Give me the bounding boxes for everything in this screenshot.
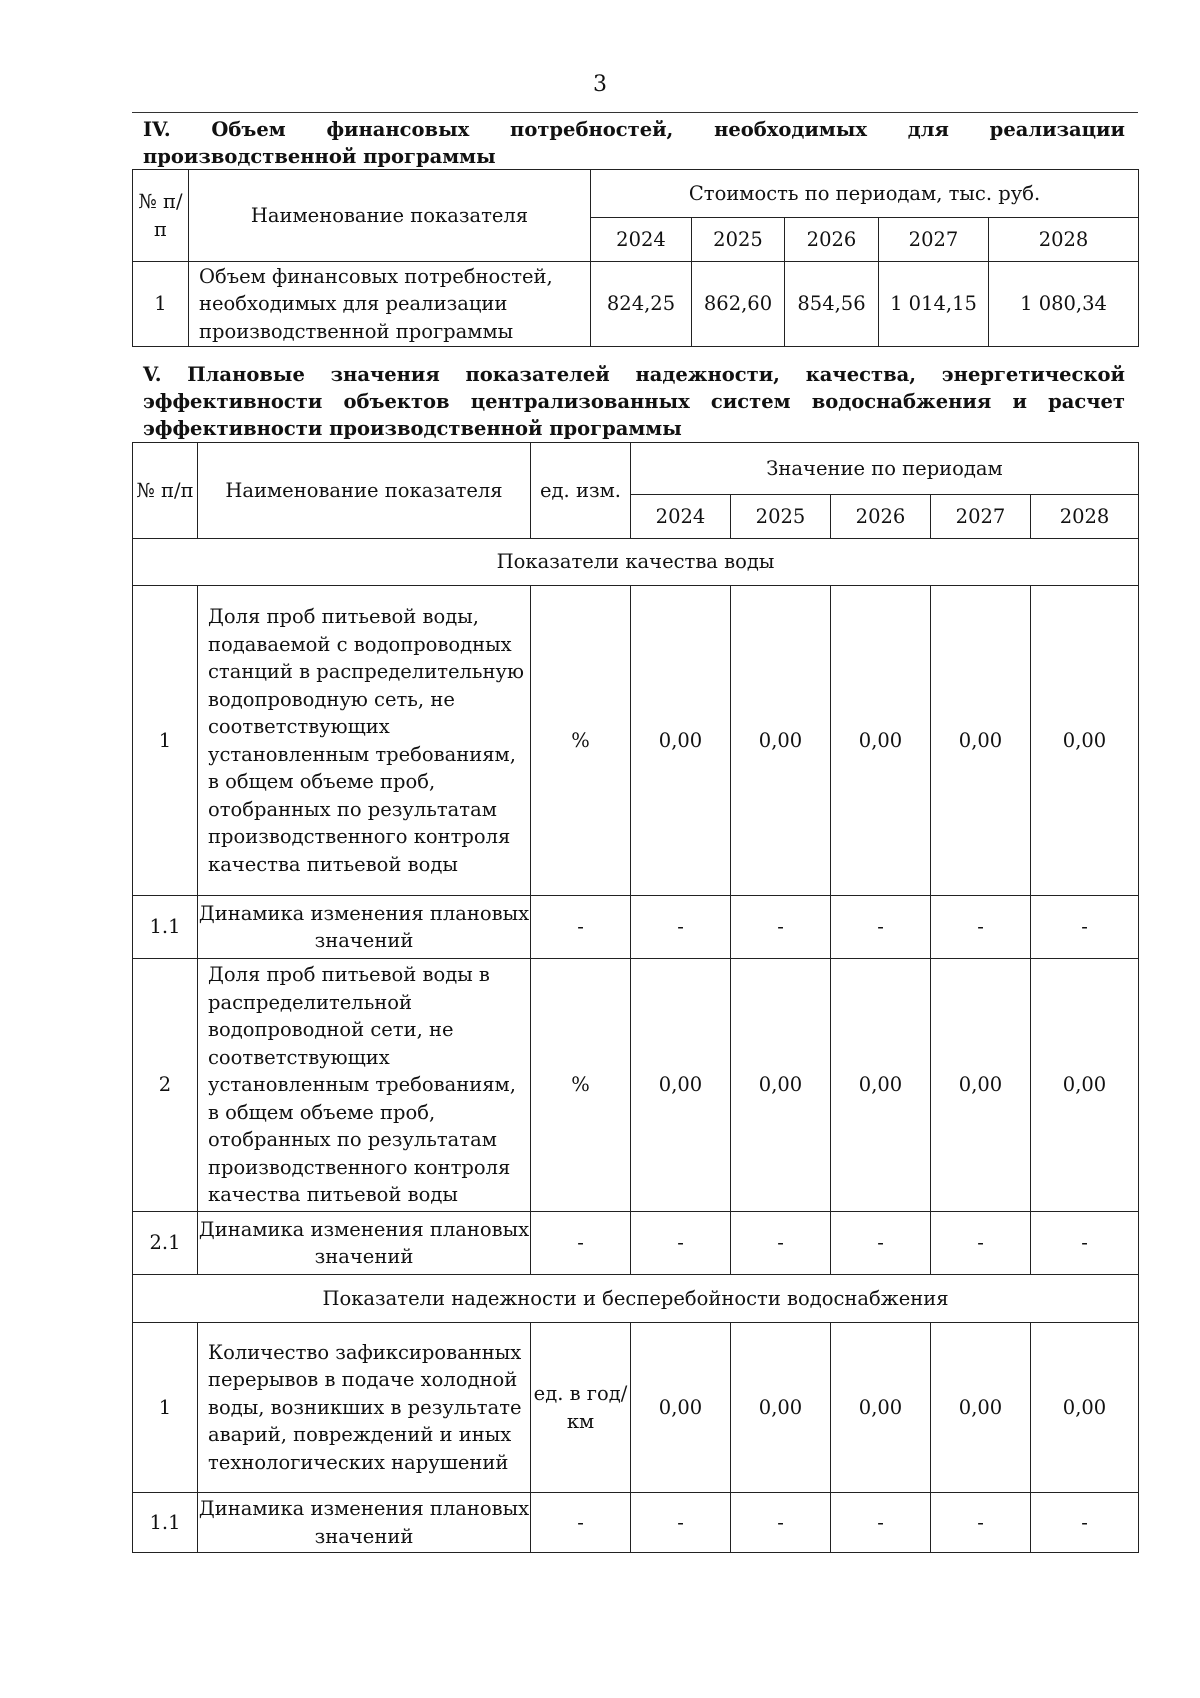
value-2024: 0,00 [631,959,731,1212]
row-name: Динамика изменения плановых значений [198,896,531,959]
value-2025: 862,60 [692,262,785,347]
header-unit: ед. изм. [531,443,631,539]
row-unit: - [531,1493,631,1553]
value-2026: 854,56 [785,262,879,347]
value-2024: 0,00 [631,1323,731,1493]
row-name: Доля проб питьевой воды в распределительной водопроводной сети, не соответствующих установленным требованиям, в общем объеме проб, отобранных по результатам производственного контроля качества питьевой воды [198,959,531,1212]
header-num: № п/п [133,170,189,262]
row-unit: - [531,896,631,959]
table-row [133,1323,1139,1493]
header-rule [132,112,1138,113]
year-2025: 2025 [692,218,785,262]
row-num: 1.1 [133,1493,198,1553]
value-2026: 0,00 [831,586,931,896]
value-2027: 0,00 [931,1323,1031,1493]
row-name: Динамика изменения плановых значений [198,1493,531,1553]
header-cost-periods: Стоимость по периодам, тыс. руб. [591,170,1139,218]
row-num: 1 [133,262,189,347]
row-num: 1 [133,586,198,896]
value-2028: - [1031,1493,1139,1553]
section-4-title: IV. Объем финансовых потребностей, необходимых для реализации производственной программы [143,118,1125,168]
value-2025: - [731,1493,831,1553]
row-num: 1.1 [133,896,198,959]
value-2026: 0,00 [831,1323,931,1493]
value-2026: - [831,1212,931,1275]
value-2027: 1 014,15 [879,262,989,347]
header-num: № п/п [133,443,198,539]
value-2027: 0,00 [931,959,1031,1212]
year-2026: 2026 [785,218,879,262]
header-name: Наименование показателя [198,443,531,539]
value-2024: - [631,1493,731,1553]
row-name: Доля проб питьевой воды, подаваемой с водопроводных станций в распределительную водопроводную сеть, не соответствующих установленным требованиям, в общем объеме проб, отобранных по результатам производственного контроля качества питьевой воды [198,586,531,896]
row-name: Количество зафиксированных перерывов в подаче холодной воды, возникших в результате аварий, повреждений и иных технологических нарушений [198,1323,531,1493]
table-row [133,586,1139,896]
row-name: Объем финансовых потребностей, необходимых для реализации производственной программы [189,262,591,347]
year-2026: 2026 [831,495,931,539]
value-2025: - [731,896,831,959]
value-2026: 0,00 [831,959,931,1212]
row-num: 2 [133,959,198,1212]
value-2024: 0,00 [631,586,731,896]
year-2028: 2028 [1031,495,1139,539]
page-number: 3 [593,72,607,97]
row-unit: - [531,1212,631,1275]
value-2028: 0,00 [1031,1323,1139,1493]
table-row [133,959,1139,1212]
value-2025: - [731,1212,831,1275]
year-2027: 2027 [931,495,1031,539]
section-5-title: V. Плановые значения показателей надежности, качества, энергетической эффективности объектов централизованных систем водоснабжения и расчет эффективности производственной программы [143,363,1125,440]
year-2027: 2027 [879,218,989,262]
year-2028: 2028 [989,218,1139,262]
row-name: Динамика изменения плановых значений [198,1212,531,1275]
row-num: 2.1 [133,1212,198,1275]
group-water-quality: Показатели качества воды [133,539,1139,586]
value-2024: - [631,896,731,959]
value-2028: 1 080,34 [989,262,1139,347]
financial-needs-table [132,169,1139,347]
year-2024: 2024 [591,218,692,262]
row-unit: % [531,586,631,896]
row-num: 1 [133,1323,198,1493]
year-2024: 2024 [631,495,731,539]
value-2024: - [631,1212,731,1275]
value-2028: - [1031,1212,1139,1275]
value-2028: 0,00 [1031,959,1139,1212]
group-reliability: Показатели надежности и бесперебойности водоснабжения [133,1275,1139,1323]
row-unit: ед. в год/ км [531,1323,631,1493]
value-2027: - [931,1493,1031,1553]
table-row [133,896,1139,959]
row-unit: % [531,959,631,1212]
value-2028: - [1031,896,1139,959]
indicators-table [132,442,1139,1553]
value-2027: - [931,1212,1031,1275]
value-2024: 824,25 [591,262,692,347]
header-name: Наименование показателя [189,170,591,262]
value-2027: - [931,896,1031,959]
value-2026: - [831,896,931,959]
table-row [133,1212,1139,1275]
value-2028: 0,00 [1031,586,1139,896]
value-2025: 0,00 [731,586,831,896]
value-2027: 0,00 [931,586,1031,896]
table-row [133,1493,1139,1553]
value-2025: 0,00 [731,1323,831,1493]
value-2026: - [831,1493,931,1553]
header-value-periods: Значение по периодам [631,443,1139,495]
year-2025: 2025 [731,495,831,539]
table-row [133,262,1139,347]
value-2025: 0,00 [731,959,831,1212]
